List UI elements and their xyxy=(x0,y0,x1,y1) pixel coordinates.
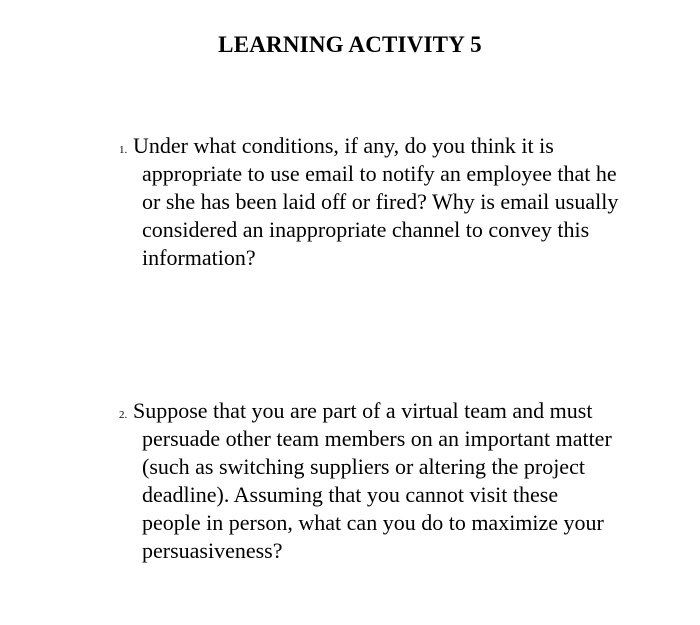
question-number: 1. xyxy=(119,144,128,156)
page-title: LEARNING ACTIVITY 5 xyxy=(218,32,482,57)
question-1 xyxy=(119,132,619,272)
question-text: Under what conditions, if any, do you think it is appropriate to use email to notify an employee that he or she has been laid off or fired? Why is email usually considered an inappropriate channel to convey this information? xyxy=(133,133,619,270)
question-text: Suppose that you are part of a virtual team and must persuade other team members on an important matter (such as switching suppliers or altering the project deadline). Assuming that you cannot visit these people in person, what can you do to maximize your persuasiveness? xyxy=(133,398,612,563)
question-2 xyxy=(119,397,619,565)
question-number: 2. xyxy=(119,409,128,421)
